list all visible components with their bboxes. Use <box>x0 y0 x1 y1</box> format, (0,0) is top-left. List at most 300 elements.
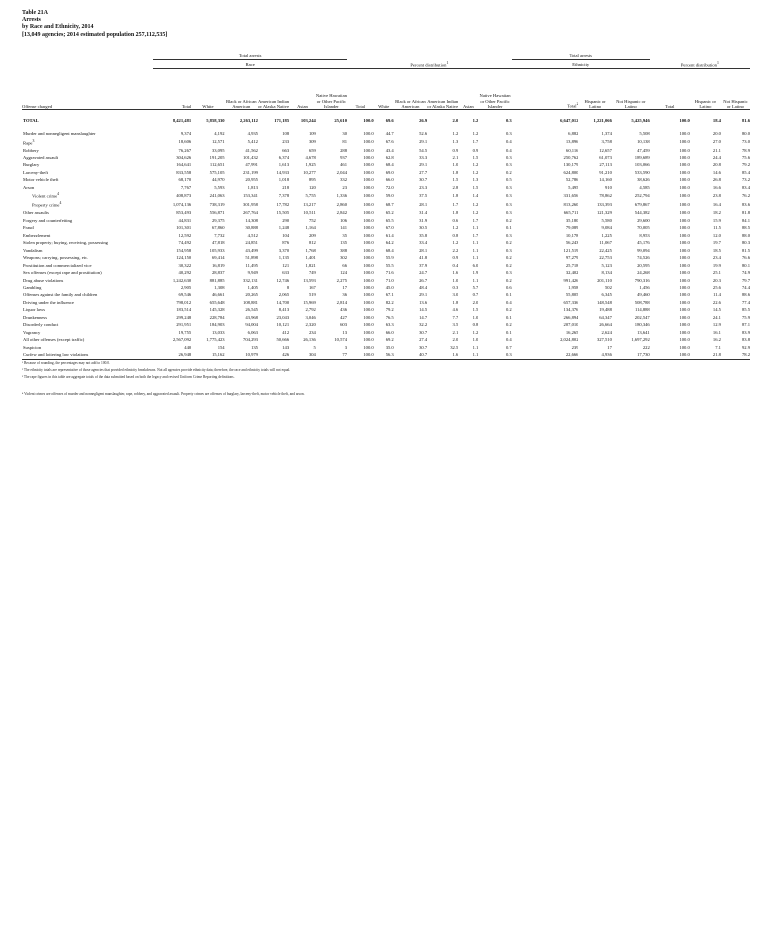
table-row <box>22 321 750 328</box>
table-cell: 33,095 <box>211 147 225 153</box>
table-cell: 100.0 <box>679 337 690 343</box>
table-cell: 100.0 <box>679 255 690 261</box>
table-cell: 88.6 <box>741 292 750 298</box>
table-cell: 207,010 <box>563 322 579 328</box>
group-header-row-2 <box>22 59 750 69</box>
table-cell: 0.3 <box>505 210 512 216</box>
table-cell: 77 <box>316 351 347 359</box>
table-cell: 79,089 <box>565 225 579 231</box>
table-cell: 100.0 <box>679 299 690 305</box>
table-cell: 17,730 <box>612 351 650 359</box>
table-cell: 35.8 <box>419 232 428 238</box>
table-cell: 74,492 <box>178 240 192 246</box>
table-cell: 8,421,481 <box>172 117 192 123</box>
table-cell: 0.9 <box>452 255 459 261</box>
table-cell: 50,666 <box>276 337 290 343</box>
table-cell: 937 <box>340 154 347 160</box>
table-cell: 288 <box>340 147 347 153</box>
table-cell: 68.7 <box>385 202 394 208</box>
table-cell: 41.8 <box>419 255 428 261</box>
table-cell: 0.2 <box>505 217 512 223</box>
table-cell: 33.4 <box>419 240 428 246</box>
table-cell: 23,043 <box>276 314 290 320</box>
table-cell: 2,044 <box>336 169 347 175</box>
table-cell: 100.0 <box>650 351 690 359</box>
table-cell: 26,136 <box>303 337 316 343</box>
table-cell: 12,571 <box>211 139 225 145</box>
table-cell: 18,606 <box>178 139 192 145</box>
column-header: White <box>191 69 224 110</box>
table-cell: 798,012 <box>176 299 192 305</box>
column-header: American Indian or Alaska Native <box>258 69 289 110</box>
table-cell: 1.2 <box>472 329 479 335</box>
table-cell: 657,336 <box>563 299 579 305</box>
table-cell: 1.1 <box>472 344 479 350</box>
table-cell: 79.2 <box>741 162 750 168</box>
table-cell: 2.0 <box>452 337 459 343</box>
table-cell: 100.0 <box>363 240 374 246</box>
offense-label: Motor vehicle theft <box>23 177 59 183</box>
table-cell: 101,432 <box>243 154 258 160</box>
table-cell: 1.1 <box>472 240 479 246</box>
table-cell: 1.8 <box>452 210 459 216</box>
offense-label: Burglary <box>23 162 40 168</box>
table-cell: 1.7 <box>452 202 459 208</box>
table-cell: 1.2 <box>472 202 479 208</box>
table-cell: 19,488 <box>599 307 612 313</box>
table-cell: 4,678 <box>305 154 316 160</box>
table-cell: 100.0 <box>679 217 690 223</box>
table-cell: 100.0 <box>363 154 374 160</box>
table-row <box>22 277 750 284</box>
table-cell: 26,545 <box>245 307 258 313</box>
table-cell: 52,786 <box>565 177 579 183</box>
table-cell: 4,935 <box>247 131 258 137</box>
table-cell: 301,958 <box>243 202 258 208</box>
table-cell: 100.0 <box>679 162 690 168</box>
table-cell: 0.1 <box>505 225 512 231</box>
arrests-table <box>22 51 750 360</box>
table-row <box>22 147 750 154</box>
table-cell: 60,116 <box>566 147 579 153</box>
table-cell: 556,871 <box>209 210 225 216</box>
table-cell: 6.0 <box>472 262 479 268</box>
column-header: Total <box>650 69 690 110</box>
column-header: White <box>374 69 394 110</box>
table-cell: 1.7 <box>472 232 479 238</box>
offense-label: Liquor laws <box>23 307 46 313</box>
column-header: Black or African American <box>225 69 258 110</box>
table-cell: 100.0 <box>679 292 690 298</box>
table-cell: 66.0 <box>385 329 394 335</box>
table-cell: 100.0 <box>679 232 690 238</box>
offense-label: Aggravated assault <box>23 154 59 160</box>
table-cell: 20,595 <box>637 262 650 268</box>
column-header: Not Hispanic or Latino <box>612 69 650 110</box>
table-cell: 88.0 <box>741 232 750 238</box>
ethnicity-header: Ethnicity <box>512 59 650 69</box>
table-cell: 1,164 <box>305 225 316 231</box>
table-cell: 13 <box>342 329 347 335</box>
table-cell: 332 <box>340 177 347 183</box>
offense-label: Weapons; carrying, possessing, etc. <box>23 255 89 261</box>
table-cell: 624,800 <box>563 169 579 175</box>
table-cell: 27.4 <box>419 337 428 343</box>
table-cell: 18.2 <box>712 210 721 216</box>
table-cell: 1.1 <box>472 225 479 231</box>
table-cell: 663 <box>282 147 290 153</box>
table-cell: 61.4 <box>385 232 394 238</box>
table-cell: 67,860 <box>211 225 225 231</box>
table-cell: 25,610 <box>334 117 347 123</box>
table-cell: 56,243 <box>565 240 579 246</box>
table-cell: 9,949 <box>247 270 258 276</box>
table-cell: 134,376 <box>563 307 579 313</box>
table-cell: 655,648 <box>209 299 225 305</box>
table-cell: 1.5 <box>472 154 479 160</box>
table-cell: 239 <box>571 344 579 350</box>
table-cell: 12,592 <box>178 232 192 238</box>
table-cell: 33.3 <box>419 154 428 160</box>
table-cell: 0.3 <box>478 351 511 359</box>
table-cell: 27.0 <box>712 139 721 145</box>
table-cell: 84.1 <box>741 217 750 223</box>
table-cell: 17 <box>607 344 612 350</box>
table-cell: 99,094 <box>637 247 650 253</box>
table-cell: 1.9 <box>472 270 479 276</box>
offense-label: Forgery and counterfeiting <box>23 217 73 223</box>
table-cell: 502 <box>604 285 612 290</box>
table-cell: 109 <box>308 131 316 137</box>
column-header: Asian <box>289 69 316 110</box>
table-cell: 2,842 <box>336 210 347 216</box>
table-cell: 141 <box>340 225 347 231</box>
table-cell: 14,700 <box>276 299 290 305</box>
table-cell: 20.3 <box>712 277 721 283</box>
table-row <box>22 130 750 137</box>
table-cell: 436 <box>340 307 347 313</box>
table-cell: 100.0 <box>679 193 690 199</box>
table-cell: 21.8 <box>690 351 721 359</box>
table-cell: 69.0 <box>385 169 394 175</box>
table-cell: 1.8 <box>452 299 459 305</box>
table-cell: 100.0 <box>363 177 374 183</box>
table-cell: 15.9 <box>712 217 721 223</box>
table-cell: 61,073 <box>599 154 612 160</box>
table-cell: 92.9 <box>741 344 750 350</box>
table-cell: 0.1 <box>505 329 512 335</box>
table-cell: 14.5 <box>712 307 721 313</box>
table-cell: 218 <box>282 184 290 190</box>
table-cell: 4,585 <box>639 184 650 190</box>
table-cell: 43,499 <box>245 247 258 253</box>
table-cell: 100.0 <box>679 262 690 268</box>
table-cell: 6,063 <box>247 329 258 335</box>
table-cell: 114,888 <box>634 307 650 313</box>
table-cell: 100.0 <box>363 147 374 153</box>
table-cell: 47,459 <box>637 147 650 153</box>
table-cell: 0.2 <box>505 322 512 328</box>
table-cell: 32,402 <box>565 270 579 276</box>
table-row <box>22 336 750 343</box>
table-cell: 1,768 <box>305 247 316 253</box>
table-cell: 304 <box>289 351 316 359</box>
table-cell: 309 <box>308 139 316 145</box>
table-cell: 25.6 <box>712 285 721 290</box>
table-cell: 290 <box>282 217 290 223</box>
table-cell: 76.6 <box>741 255 750 261</box>
table-cell: 100.0 <box>679 225 690 231</box>
table-cell: 41,562 <box>245 147 258 153</box>
table-cell: 100.0 <box>679 307 690 313</box>
table-cell: 35 <box>342 232 347 238</box>
table-row <box>22 254 750 261</box>
table-cell: 104 <box>282 232 290 238</box>
table-cell: 30.7 <box>419 329 428 335</box>
table-cell: 0.5 <box>505 177 512 183</box>
table-cell: 853,493 <box>176 210 192 216</box>
table-cell: 100.0 <box>679 117 690 123</box>
table-cell: 0.3 <box>505 193 512 199</box>
offense-label: Robbery <box>23 147 39 153</box>
table-cell: 1,308 <box>214 285 225 290</box>
table-cell: 9,374 <box>180 131 192 137</box>
table-cell: 183,514 <box>176 307 192 313</box>
table-cell: 2,792 <box>305 307 316 313</box>
table-cell: 1.6 <box>452 270 459 276</box>
table-cell: 2.2 <box>452 247 459 253</box>
table-cell: 603 <box>340 322 347 328</box>
table-cell: 12.0 <box>712 232 721 238</box>
table-cell: 14.7 <box>419 314 428 320</box>
table-row <box>22 184 750 191</box>
table-cell: 234 <box>308 329 316 335</box>
table-cell: 76.2 <box>741 193 750 199</box>
table-cell: 1.5 <box>472 307 479 313</box>
table-cell: 191,205 <box>209 154 225 160</box>
table-cell: 738,319 <box>209 202 225 208</box>
table-cell: 189,689 <box>634 154 650 160</box>
table-cell: 11,495 <box>245 262 258 268</box>
table-cell: 1,074,136 <box>172 202 192 208</box>
table-cell: 16.1 <box>712 329 721 335</box>
table-cell: 7,767 <box>180 184 192 190</box>
table-cell: 24,851 <box>245 240 258 246</box>
table-cell: 2,263,112 <box>239 117 258 123</box>
table-cell: 813,260 <box>563 202 579 208</box>
table-cell: 121,519 <box>563 247 579 253</box>
table-cell: 81.8 <box>741 210 750 216</box>
table-cell: 32.5 <box>450 344 459 350</box>
table-cell: 13.6 <box>419 299 428 305</box>
table-cell: 2.8 <box>452 184 459 190</box>
table-cell: 1,401 <box>305 255 316 261</box>
table-cell: 62.8 <box>385 154 394 160</box>
table-cell: 22,666 <box>512 351 579 359</box>
table-cell: 63.3 <box>385 322 394 328</box>
table-cell: 0.3 <box>505 162 512 168</box>
table-cell: 1,775,423 <box>206 337 225 343</box>
table-cell: 1.1 <box>472 247 479 253</box>
table-cell: 1.2 <box>472 117 479 123</box>
table-cell: 54.5 <box>419 147 428 153</box>
offense-label: Gambling <box>23 285 42 290</box>
table-cell: 440 <box>184 344 192 350</box>
table-cell: 59.0 <box>385 193 394 199</box>
table-cell: 3.0 <box>452 292 459 298</box>
table-cell: 9,084 <box>601 225 612 231</box>
table-row <box>22 176 750 183</box>
table-cell: 2,275 <box>336 277 347 283</box>
column-header: Asian <box>458 69 478 110</box>
table-cell: 81 <box>342 139 347 145</box>
table-cell: 100.0 <box>679 154 690 160</box>
table-cell: 81.6 <box>741 117 750 123</box>
table-cell: 108,881 <box>243 299 258 305</box>
table-cell: 30 <box>342 131 347 137</box>
table-cell: 0.4 <box>505 139 512 145</box>
table-cell: 133,393 <box>596 202 612 208</box>
table-cell: 69.2 <box>385 337 394 343</box>
table-cell: 3,370 <box>278 247 290 253</box>
table-cell: 30,322 <box>178 262 192 268</box>
table-cell: 100.0 <box>363 217 374 223</box>
table-cell: 3,758 <box>601 139 612 145</box>
table-cell: 895 <box>308 177 316 183</box>
table-cell: 77.4 <box>741 299 750 305</box>
table-cell: 1.5 <box>452 177 459 183</box>
table-cell: 1.7 <box>472 217 479 223</box>
table-row <box>22 314 750 321</box>
race-header: Race <box>153 59 347 69</box>
table-cell: 100.0 <box>363 225 374 231</box>
table-cell: 85.5 <box>741 307 750 313</box>
table-cell: 20,955 <box>245 177 258 183</box>
table-cell: 0.2 <box>505 255 512 261</box>
table-cell: 679,867 <box>634 202 650 208</box>
table-cell: 120 <box>308 184 316 190</box>
table-subtitle: Arrests <box>22 17 41 24</box>
table-cell: 8,134 <box>601 270 612 276</box>
table-cell: 0.3 <box>452 285 459 290</box>
table-cell: 5,580 <box>601 217 612 223</box>
offense-label: Drug abuse violations <box>23 277 64 283</box>
table-cell: 833,558 <box>176 169 192 175</box>
table-row <box>22 284 750 291</box>
table-cell: 10,178 <box>565 232 579 238</box>
table-cell: 31.4 <box>419 210 428 216</box>
table-cell: 0.4 <box>505 299 512 305</box>
table-cell: 299,248 <box>176 314 192 320</box>
table-cell: 43.4 <box>385 147 394 153</box>
table-cell: 1,813 <box>247 184 258 190</box>
table-cell: 2.0 <box>452 117 459 123</box>
table-cell: 2,065 <box>278 292 290 298</box>
table-cell: 1.0 <box>472 314 479 320</box>
table-cell: 14.6 <box>712 169 721 175</box>
column-header: Hispanic or Latino <box>578 69 611 110</box>
table-cell: 100.0 <box>679 270 690 276</box>
table-cell: 100.0 <box>363 162 374 168</box>
table-cell: 29.1 <box>419 139 428 145</box>
table-cell: 100.0 <box>679 314 690 320</box>
table-row <box>22 209 750 216</box>
table-cell: 80.3 <box>741 240 750 246</box>
table-row <box>22 329 750 336</box>
table-cell: 1,821 <box>305 262 316 268</box>
table-cell: 1.3 <box>472 177 479 183</box>
table-cell: 29.1 <box>419 162 428 168</box>
table-cell: 13,641 <box>637 329 650 335</box>
table-cell: 0.8 <box>472 322 479 328</box>
table-cell: 17 <box>342 285 347 290</box>
table-cell: 2.1 <box>452 154 459 160</box>
table-cell: 26.9 <box>419 117 428 123</box>
table-cell: 1,613 <box>278 162 290 168</box>
table-cell: 55.5 <box>385 262 394 268</box>
table-cell: 12,746 <box>276 277 290 283</box>
table-cell: 3 <box>344 344 347 350</box>
table-cell: 461 <box>340 162 347 168</box>
table-cell: 105,933 <box>209 247 225 253</box>
table-cell: 65.5 <box>385 217 394 223</box>
table-cell: 100.0 <box>363 277 374 283</box>
table-cell: 0.1 <box>505 292 512 298</box>
table-cell: 1.2 <box>472 131 479 137</box>
table-cell: 100.0 <box>363 255 374 261</box>
table-cell: 100.0 <box>679 285 690 290</box>
table-cell: 100.0 <box>363 184 374 190</box>
table-cell: 100.0 <box>363 322 374 328</box>
table-cell: 51,898 <box>245 255 258 261</box>
table-cell: 87.1 <box>741 322 750 328</box>
table-cell: 427 <box>340 314 347 320</box>
table-cell: 30.5 <box>419 225 428 231</box>
table-cell: 100.0 <box>363 139 374 145</box>
table-cell: 2,567,092 <box>172 337 192 343</box>
table-cell: 67.1 <box>385 292 394 298</box>
table-cell: 100.0 <box>679 147 690 153</box>
table-cell: 0.3 <box>505 270 512 276</box>
table-cell: 20.8 <box>712 162 721 168</box>
table-cell: 100.0 <box>679 202 690 208</box>
table-cell: 26.7 <box>419 277 428 283</box>
table-cell: 2.0 <box>472 299 479 305</box>
table-cell: 0.3 <box>505 131 512 137</box>
table-cell: 704,293 <box>243 337 258 343</box>
table-cell: 22.6 <box>712 299 721 305</box>
offense-label: Suspicion <box>23 344 42 350</box>
table-cell: 0.1 <box>505 314 512 320</box>
table-cell: 121,329 <box>596 210 612 216</box>
table-cell: 67.0 <box>385 225 394 231</box>
table-cell: 1.4 <box>472 193 479 199</box>
table-cell: 124,150 <box>176 255 192 261</box>
table-cell: 69,546 <box>178 292 192 298</box>
table-cell: 67.6 <box>385 139 394 145</box>
table-cell: 30.7 <box>419 344 428 350</box>
table-cell: 97,279 <box>565 255 579 261</box>
table-cell: 70,005 <box>637 225 650 231</box>
table-cell: 78.9 <box>741 147 750 153</box>
table-row <box>22 247 750 254</box>
table-cell: 80.0 <box>741 131 750 137</box>
table-cell: 64.2 <box>385 240 394 246</box>
table-cell: 1.1 <box>472 277 479 283</box>
table-cell: 10,511 <box>303 210 316 216</box>
table-cell: 46,661 <box>211 292 225 298</box>
table-cell: 1.1 <box>472 255 479 261</box>
